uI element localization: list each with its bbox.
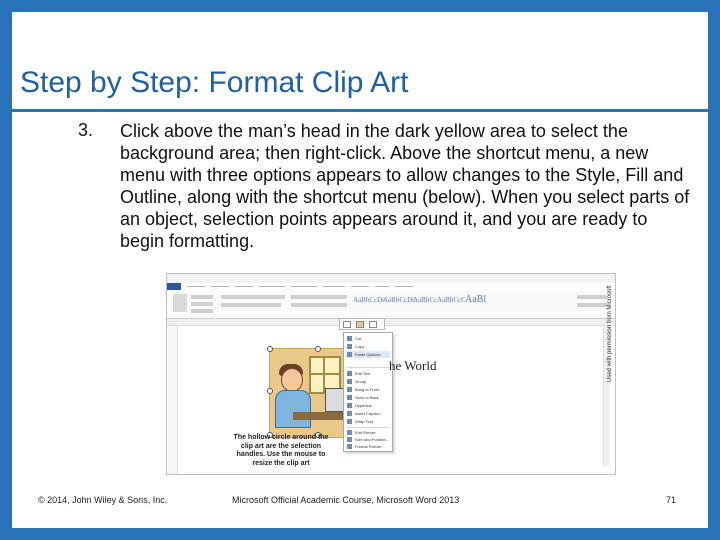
shortcut-menu <box>343 332 393 452</box>
menu-item-label: Group <box>355 379 367 384</box>
clipboard-format-painter <box>191 309 213 313</box>
style-heading-2: AaBbCcC <box>437 296 466 304</box>
menu-item-label: Send to Back <box>355 395 379 400</box>
outline-button[interactable] <box>369 321 377 328</box>
menu-item-label: Wrap Text <box>355 419 373 424</box>
ribbon <box>167 290 615 319</box>
slide-title: Step by Step: Format Clip Art <box>20 66 409 99</box>
navigation-pane <box>167 326 178 474</box>
menu-item-cut[interactable] <box>346 335 390 342</box>
menu-item-label: Insert Caption... <box>355 411 384 416</box>
tab-references <box>291 286 317 287</box>
ruler <box>167 319 615 326</box>
footer-copyright: © 2014, John Wiley & Sons, Inc. <box>38 495 168 505</box>
menu-item-copy[interactable] <box>346 343 390 350</box>
menu-item-hyperlink[interactable] <box>346 402 390 409</box>
menu-item-wrap-text[interactable] <box>346 418 390 425</box>
file-tab <box>167 283 181 290</box>
menu-item-bring-to-front[interactable] <box>346 386 390 393</box>
menu-item-send-to-back[interactable] <box>346 394 390 401</box>
menu-separator <box>346 367 390 368</box>
screenshot-credit: Used with permission from Microsoft <box>607 285 613 382</box>
tab-home <box>187 286 205 287</box>
format-picture-icon <box>347 444 352 449</box>
selection-handle-left[interactable] <box>267 388 273 394</box>
clip-art-torso <box>275 390 311 428</box>
style-title: AaBl <box>465 294 487 305</box>
footer-course: Microsoft Official Academic Course, Microsoft Word 2013 <box>232 495 460 505</box>
menu-item-label: Format Picture... <box>355 444 385 449</box>
paste-icon <box>173 294 187 312</box>
word-screenshot <box>166 273 616 475</box>
copy-icon <box>347 344 352 349</box>
tab-insert <box>211 286 229 287</box>
menu-item-label: Size and Position... <box>355 437 390 442</box>
selection-handle-top-left[interactable] <box>267 346 273 352</box>
style-heading-1: AaBbCc <box>413 296 438 304</box>
menu-item-group[interactable] <box>346 378 390 385</box>
tab-view <box>375 286 389 287</box>
menu-item-edit-text[interactable] <box>346 370 390 377</box>
send-to-back-icon <box>347 395 352 400</box>
tab-format <box>395 286 413 287</box>
tab-page-layout <box>259 286 285 287</box>
clipboard-copy <box>191 302 213 306</box>
fill-button[interactable] <box>356 321 364 328</box>
clipboard-cut <box>191 295 213 299</box>
ribbon-tabs <box>167 283 615 290</box>
menu-item-edit-picture[interactable] <box>346 429 390 436</box>
style-button[interactable] <box>343 321 351 328</box>
menu-item-label: Edit Picture <box>355 430 376 435</box>
menu-item-label: Edit Text <box>355 371 371 376</box>
menu-item-paste-options[interactable] <box>346 351 390 358</box>
step-text: Click above the man’s head in the dark yellow area to select the background area; then right-click. Above the shortcut menu, a new menu with three options appears to allow changes to the Style, Fill and Outline, along with the shortcut menu (below). When you select parts of an object, selection points appears around it, and you are ready to begin formatting. <box>120 121 690 251</box>
style-normal: AaBbCcDc <box>353 296 386 304</box>
caption-icon <box>347 411 352 416</box>
menu-item-label: Bring to Front <box>355 387 380 392</box>
paragraph-buttons <box>291 295 347 299</box>
menu-item-label: Copy <box>355 344 365 349</box>
tab-mailings <box>323 286 345 287</box>
bring-to-front-icon <box>347 387 352 392</box>
step-number: 3. <box>78 120 94 140</box>
window-transom <box>311 373 339 375</box>
document-heading: he World <box>389 358 437 373</box>
editing-replace <box>577 303 607 307</box>
alignment-buttons <box>291 303 347 307</box>
cut-icon <box>347 336 352 341</box>
font-box <box>221 295 285 299</box>
mini-toolbar <box>339 318 385 330</box>
menu-item-label: Cut <box>355 336 362 341</box>
edit-text-icon <box>347 371 352 376</box>
selection-handle-top[interactable] <box>315 346 321 352</box>
editing-find <box>577 295 607 299</box>
tab-review <box>351 286 369 287</box>
tab-design <box>235 286 253 287</box>
wrap-text-icon <box>347 419 352 424</box>
font-format-buttons <box>221 303 281 307</box>
menu-item-label: Hyperlink... <box>355 403 376 408</box>
menu-separator <box>346 427 390 428</box>
menu-item-size-position[interactable] <box>346 436 390 443</box>
edit-picture-icon <box>347 430 352 435</box>
screenshot-callout: The hollow circle around the clip art are the selection handles. Use the mouse to resize the clip art <box>233 434 329 467</box>
window-mullion <box>323 358 325 392</box>
menu-item-format-picture[interactable] <box>346 443 390 450</box>
menu-item-label: Paste Options: <box>355 352 382 357</box>
style-no-spacing: AaBbCcDc <box>383 296 416 304</box>
paste-icon <box>347 352 352 357</box>
title-divider <box>12 109 708 112</box>
footer-page-number: 71 <box>666 495 677 505</box>
menu-item-insert-caption[interactable] <box>346 410 390 417</box>
size-position-icon <box>347 437 352 442</box>
clip-art-head <box>281 368 303 392</box>
group-icon <box>347 379 352 384</box>
hyperlink-icon <box>347 403 352 408</box>
